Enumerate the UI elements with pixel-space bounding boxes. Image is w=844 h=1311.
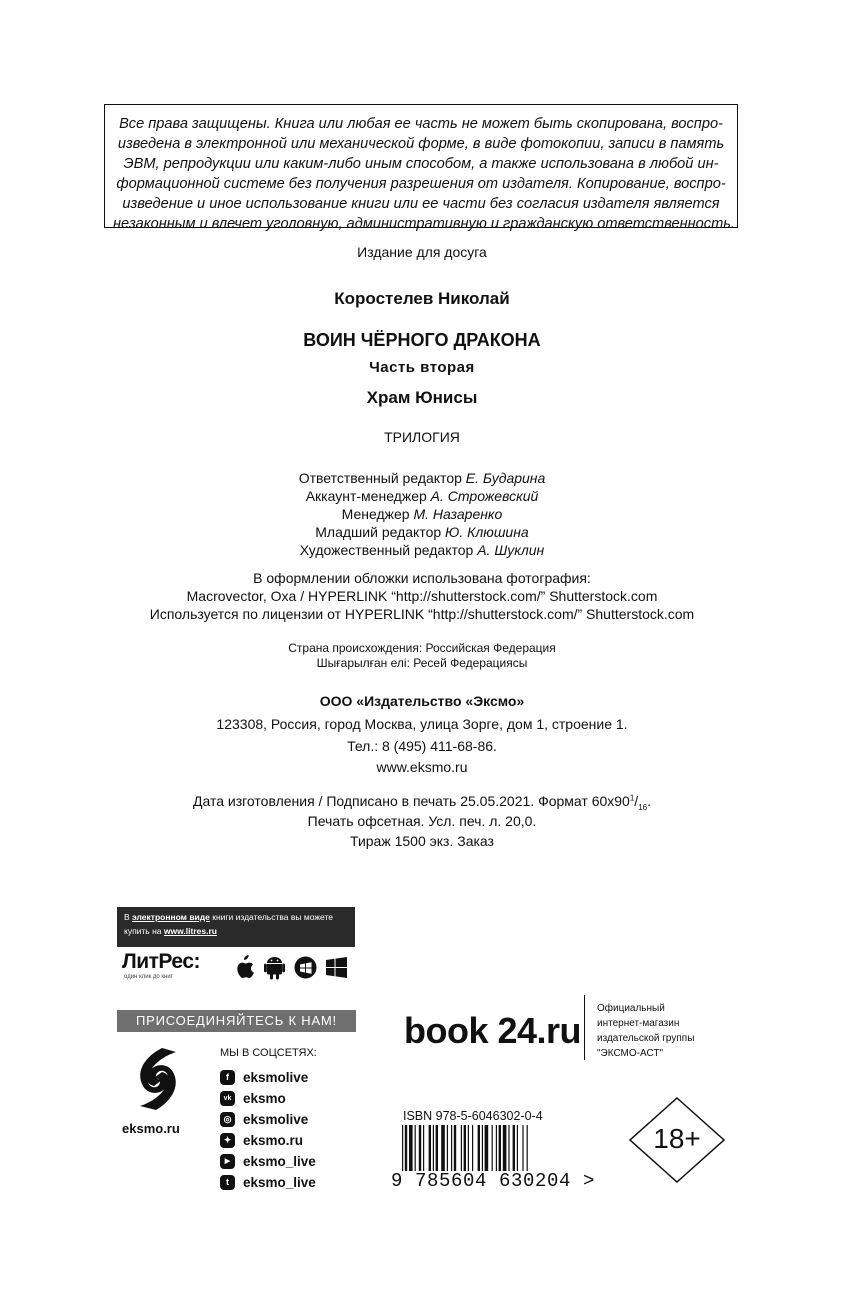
twitter-icon: t <box>220 1175 235 1190</box>
rights-line: Все права защищены. Книга или любая ее часть не может быть скопирована, воспро- <box>119 116 723 132</box>
barcode-bar <box>436 1125 438 1171</box>
social-item: t eksmo_live <box>220 1172 316 1193</box>
barcode-bar <box>482 1125 483 1171</box>
barcode-bar <box>513 1125 515 1171</box>
barcode-bar <box>441 1125 445 1171</box>
social-item: vk eksmo <box>220 1088 316 1109</box>
barcode-bar <box>499 1125 501 1171</box>
credit-line: Аккаунт-менеджер А. Строжевский <box>305 488 539 504</box>
barcode-bar <box>517 1125 518 1171</box>
vk-icon: vk <box>220 1091 235 1106</box>
divider <box>584 995 585 1060</box>
book-part: Часть вторая <box>369 359 475 376</box>
credit-line: Младший редактор Ю. Клюшина <box>315 524 529 540</box>
isbn: ISBN 978-5-6046302-0-4 <box>403 1109 543 1123</box>
book-title: ВОИН ЧЁРНОГО ДРАКОНА <box>303 330 541 350</box>
barcode-bar <box>405 1125 407 1171</box>
social-item: ▶ eksmo_live <box>220 1151 316 1172</box>
publisher-site: www.eksmo.ru <box>376 759 468 775</box>
barcode-bar <box>464 1125 466 1171</box>
age-rating-text: 18+ <box>653 1123 701 1154</box>
series-label: ТРИЛОГИЯ <box>384 429 460 445</box>
social-list <box>220 1067 316 1193</box>
credit-line: Ответственный редактор Е. Бударина <box>298 470 546 486</box>
rights-line: ЭВМ, репродукции или каким-либо иным способом, а также использована в любой ин- <box>123 156 719 172</box>
social-item: ✦ eksmo.ru <box>220 1130 316 1151</box>
credit-line: Художественный редактор А. Шуклин <box>299 542 545 558</box>
barcode-bar <box>451 1125 452 1171</box>
barcode-bar <box>409 1125 413 1171</box>
platform-icons <box>232 955 348 980</box>
barcode-bar <box>472 1125 473 1171</box>
barcode-bar <box>433 1125 434 1171</box>
barcode-bar <box>423 1125 424 1171</box>
book24-logo: book 24.ru <box>404 1010 582 1051</box>
book-subtitle: Храм Юнисы <box>366 388 478 407</box>
eksmo-url: eksmo.ru <box>122 1121 180 1136</box>
credit-line: Менеджер М. Назаренко <box>341 506 503 522</box>
windows-phone-icon <box>294 955 317 980</box>
litres-logo: ЛитРес: <box>122 950 200 973</box>
barcode-bar <box>478 1125 480 1171</box>
eksmo-icon: ✦ <box>220 1133 235 1148</box>
rights-line: незаконным и влечет уголовную, административную и гражданскую ответственность. <box>113 216 735 232</box>
barcode-digits: 9 785604 630204 > <box>391 1170 596 1192</box>
cover-photo-line: В оформлении обложки использована фотография: <box>253 570 591 586</box>
print-date-format: Дата изготовления / Подписано в печать 25.05.2021. Формат $60х90^1/_{16}$. <box>193 793 651 812</box>
barcode-bar <box>485 1125 489 1171</box>
publisher-phone: Тел.: 8 (495) 411-68-86. <box>347 738 497 754</box>
cover-photo-line: Macrovector, Oxa / HYPERLINK “http://shutterstock.com/” Shutterstock.com <box>186 588 658 604</box>
social-title: МЫ В СОЦСЕТЯХ: <box>220 1047 317 1059</box>
windows-icon <box>325 955 348 980</box>
social-item: f eksmolive <box>220 1067 316 1088</box>
barcode-bar <box>447 1125 448 1171</box>
barcode-bar <box>454 1125 456 1171</box>
barcode-bar <box>522 1125 523 1171</box>
social-item: ◎ eksmolive <box>220 1109 316 1130</box>
apple-icon <box>232 955 255 980</box>
rights-line: формационной системе без получения разрешения от издателя. Копирование, воспро- <box>116 176 726 192</box>
barcode-bar <box>492 1125 493 1171</box>
litres-tagline: один клик до книг <box>124 974 173 980</box>
print-run: Тираж 1500 экз. Заказ <box>350 833 494 849</box>
barcode-bar <box>496 1125 497 1171</box>
origin-line: Страна происхождения: Российская Федерация <box>288 641 556 655</box>
publisher-address: 123308, Россия, город Москва, улица Зорге, дом 1, строение 1. <box>216 716 628 732</box>
facebook-icon: f <box>220 1070 235 1085</box>
android-icon <box>263 955 286 980</box>
join-us-banner: ПРИСОЕДИНЯЙТЕСЬ К НАМ! <box>117 1010 356 1032</box>
rights-line: изведение и иное использование книги или ее части без согласия издателя является <box>122 196 720 212</box>
barcode-bar <box>461 1125 462 1171</box>
barcode-bar <box>402 1125 403 1171</box>
litres-banner: В электронном виде книги издательства вы можете купить на www.litres.ru <box>117 907 355 947</box>
age-rating-badge <box>627 1095 727 1185</box>
barcode-bar <box>419 1125 421 1171</box>
barcode-bar <box>508 1125 509 1171</box>
barcode-bar <box>503 1125 507 1171</box>
cover-photo-line: Используется по лицензии от HYPERLINK “http://shutterstock.com/” Shutterstock.com <box>149 606 695 622</box>
instagram-icon: ◎ <box>220 1112 235 1127</box>
author: Коростелев Николай <box>334 289 510 308</box>
origin-line: Шығарылған елі: Ресей Федерациясы <box>316 656 528 670</box>
barcode-bar <box>429 1125 431 1171</box>
barcode-bar <box>468 1125 469 1171</box>
eksmo-logo <box>132 1044 184 1119</box>
barcode-bar <box>415 1125 416 1171</box>
rights-notice <box>104 104 738 232</box>
youtube-icon: ▶ <box>220 1154 235 1169</box>
publisher-name: ООО «Издательство «Эксмо» <box>319 693 525 709</box>
edition-note: Издание для досуга <box>357 244 487 260</box>
barcode-bar <box>527 1125 528 1171</box>
book24-description: Официальный интернет-магазин издательской группы "ЭКСМО-АСТ" <box>597 1003 695 1059</box>
rights-line: изведена в электронной или механической форме, в виде фотокопии, записи в память <box>117 136 725 152</box>
print-type: Печать офсетная. Усл. печ. л. 20,0. <box>307 813 537 829</box>
